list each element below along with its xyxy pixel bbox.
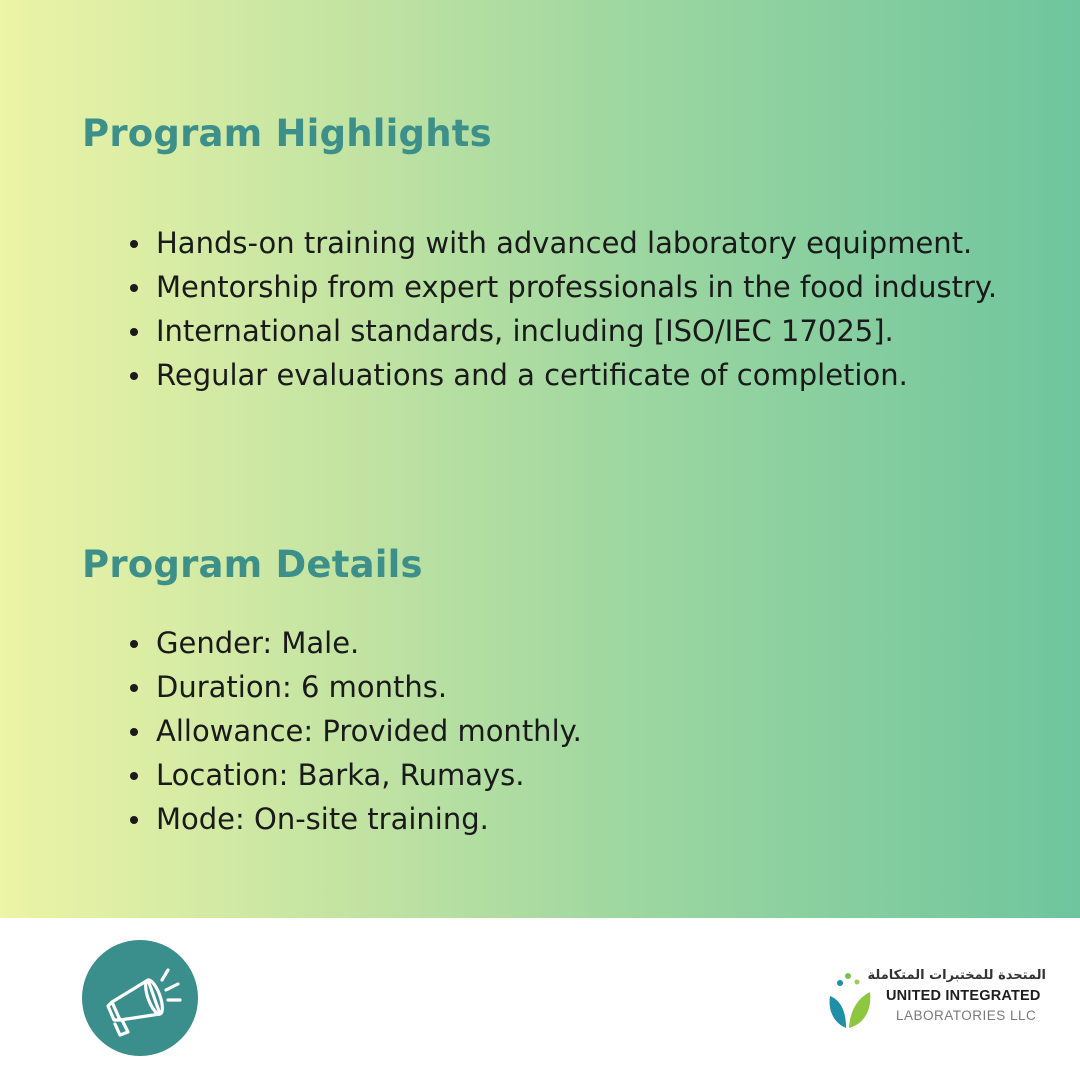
list-item: Gender: Male. (156, 621, 976, 665)
list-item: Duration: 6 months. (156, 665, 976, 709)
list-item: Mode: On-site training. (156, 797, 976, 841)
details-title: Program Details (82, 543, 423, 586)
company-logo (826, 968, 1056, 1038)
list-item: Mentorship from expert professionals in the food industry. (156, 265, 1016, 309)
list-item: Hands-on training with advanced laboratory equipment. (156, 221, 1016, 265)
logo-arabic-text: المتحدة للمختبرات المتكاملة (867, 968, 1046, 983)
logo-company-name: UNITED INTEGRATED (886, 988, 1041, 1004)
logo-company-subtitle: LABORATORIES LLC (896, 1008, 1037, 1023)
leaf-logo-icon (826, 970, 872, 1030)
list-item: Regular evaluations and a certificate of completion. (156, 353, 1016, 397)
list-item: International standards, including [ISO/IEC 17025]. (156, 309, 1016, 353)
list-item: Location: Barka, Rumays. (156, 753, 976, 797)
highlights-title: Program Highlights (82, 112, 492, 155)
highlights-list (128, 221, 1016, 397)
announcement-badge (82, 940, 198, 1056)
megaphone-icon (82, 940, 198, 1056)
details-list (128, 621, 976, 841)
list-item: Allowance: Provided monthly. (156, 709, 976, 753)
